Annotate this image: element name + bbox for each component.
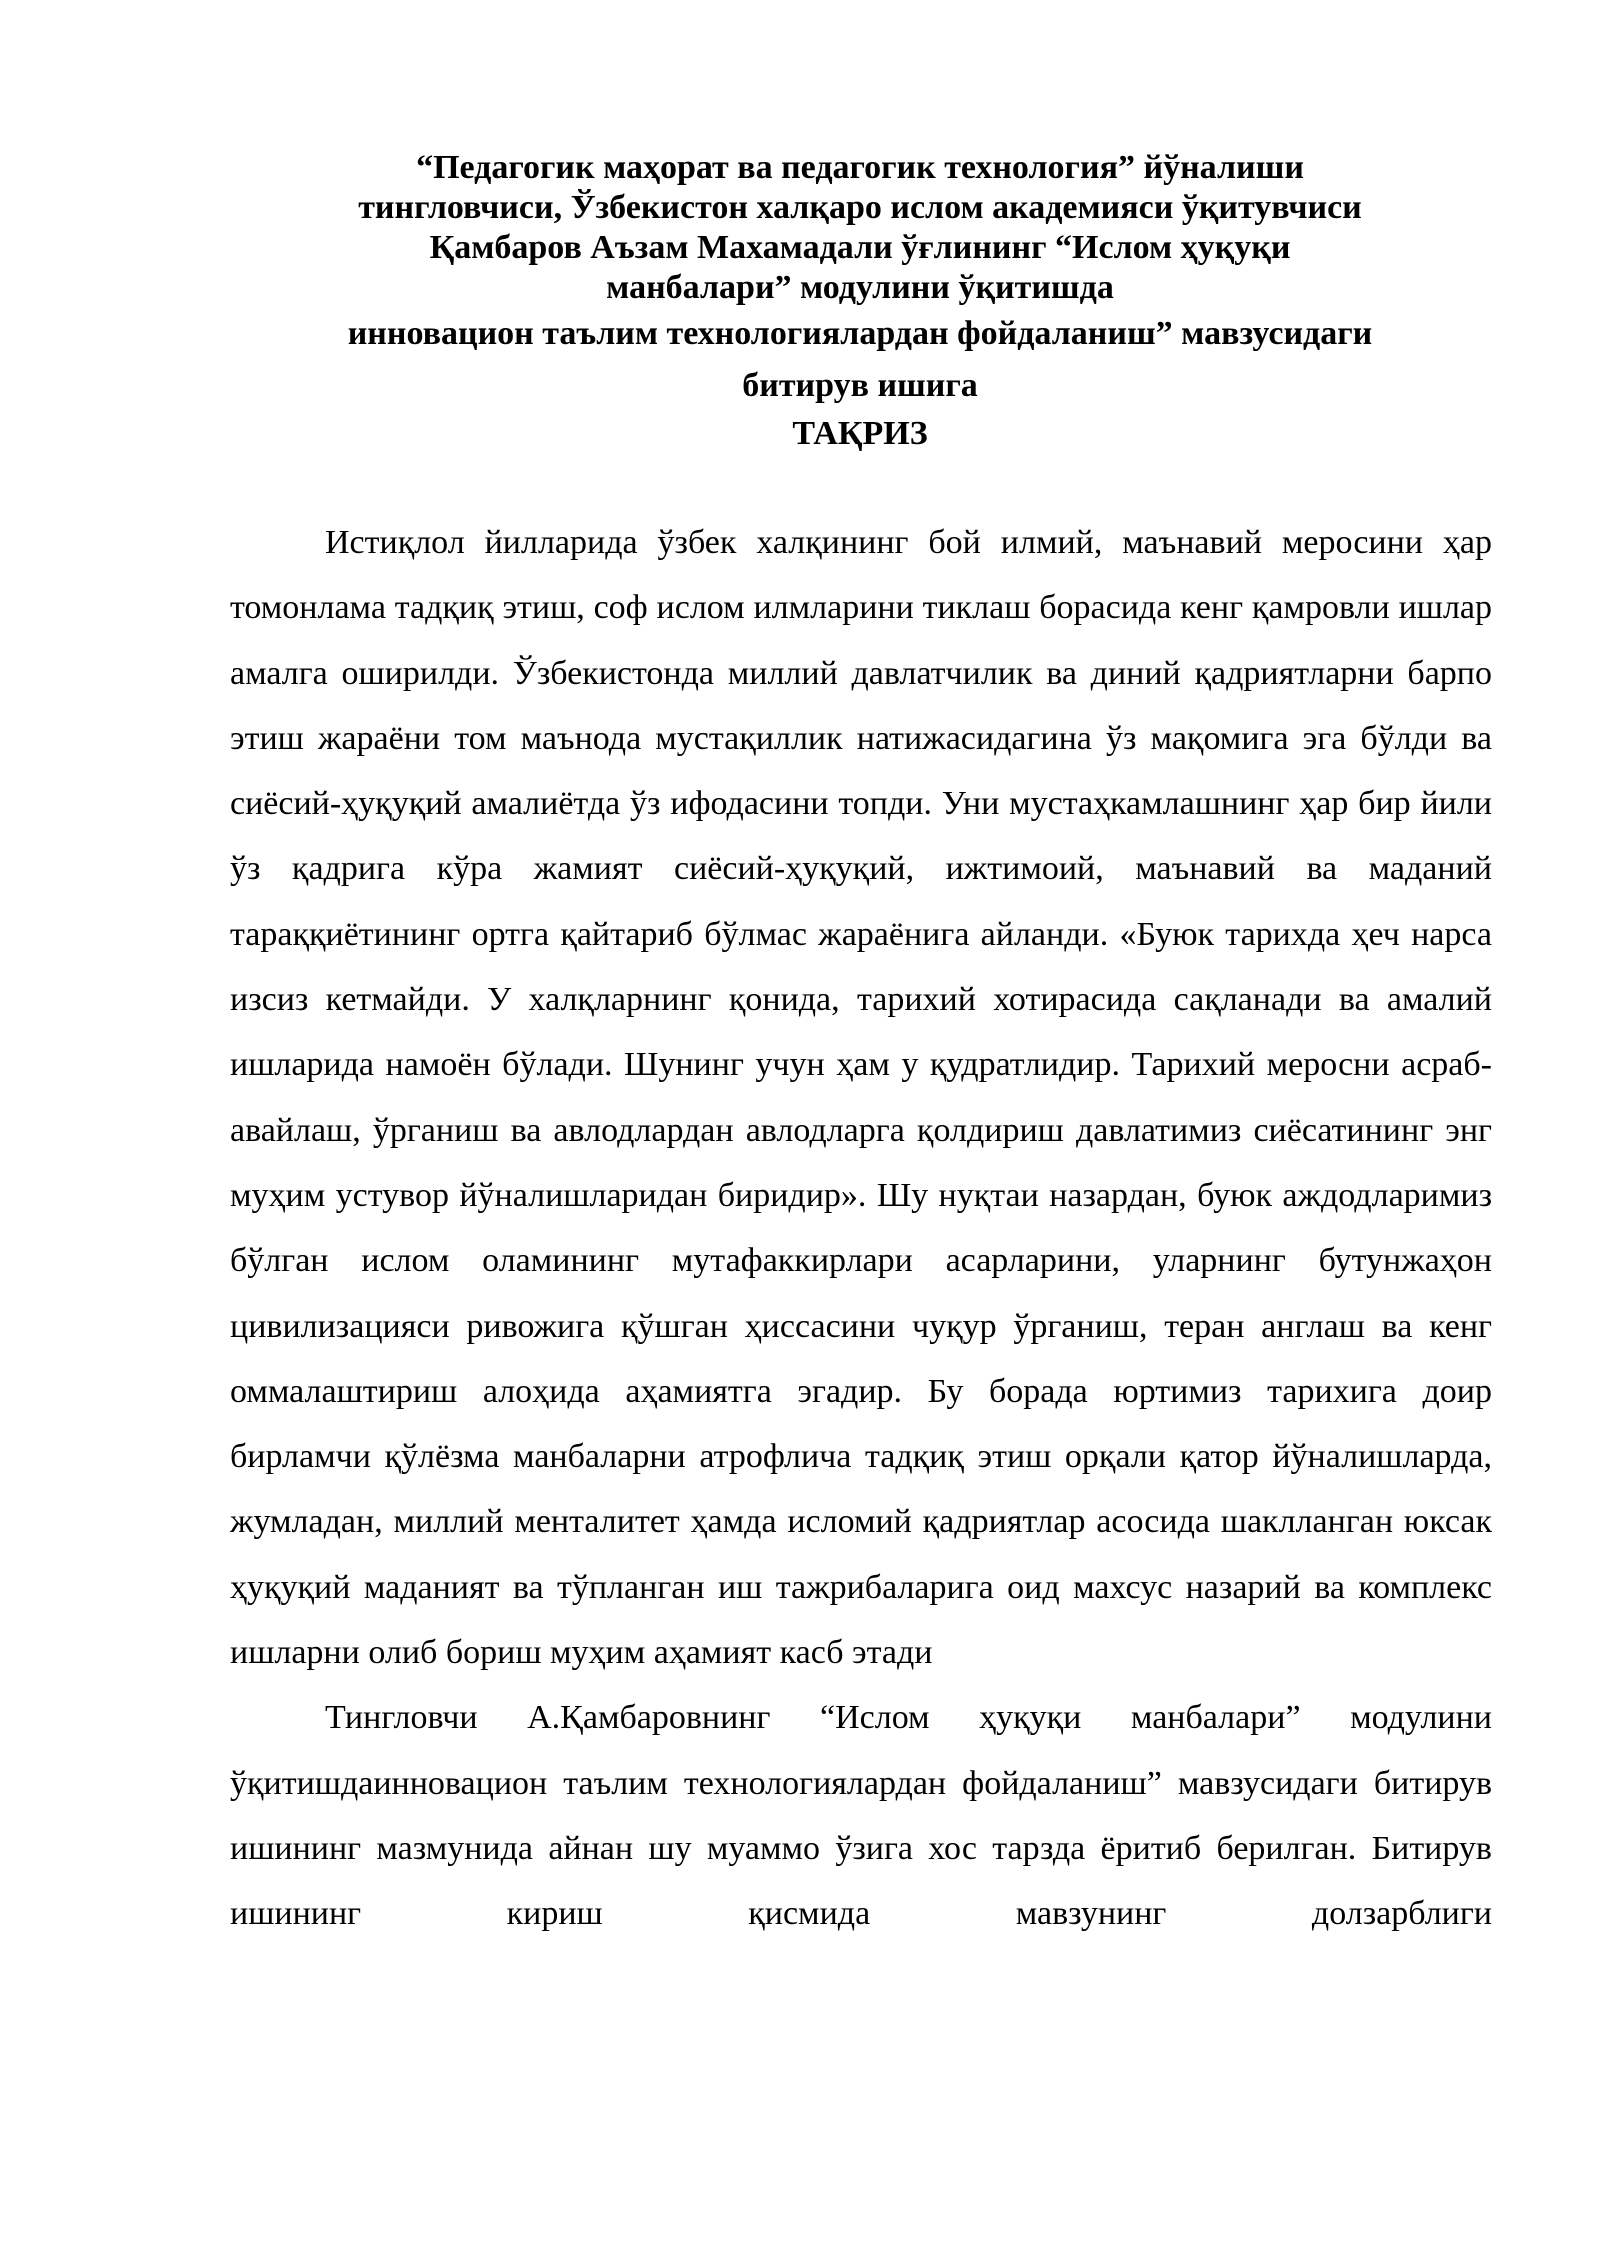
body-paragraph: Истиқлол йилларида ўзбек халқининг бой илмий, маънавий меросини ҳар томонлама тадқиқ этиш, соф ислом илмларини тиклаш борасида кенг қамровли ишлар амалга оширилди. Ўзбекистонда миллий давлатчилик ва диний қадриятларни барпо этиш жараёни том маънода мустақиллик натижасидагина ўз мақомига эга бўлди ва сиёсий-ҳуқуқий амалиётда ўз ифодасини топди. Уни мустаҳкамлашнинг ҳар бир йили ўз қадрига кўра жамият сиёсий-ҳуқуқий, ижтимоий, маънавий ва маданий тараққиётининг ортга қайтариб бўлмас жараёнига айланди. «Буюк тарихда ҳеч нарса изсиз кетмайди. У халқларнинг қонида, тарихий хотирасида сақланади ва амалий ишларида намоён бўлади. Шунинг учун ҳам у қудратлидир. Тарихий меросни асраб-авайлаш, ўрганиш ва авлодлардан авлодларга қолдириш давлатимиз сиёсатининг энг муҳим устувор йўналишларидан биридир». Шу нуқтаи назардан, буюк аждодларимиз бўлган ислом оламининг мутафаккирлари асарларини, уларнинг бутунжаҳон цивилизацияси ривожига қўшган ҳиссасини чуқур ўрганиш, теран англаш ва кенг оммалаштириш алоҳида аҳамиятга эгадир. Бу борада юртимиз тарихига доир бирламчи қўлёзма манбаларни атрофлича тадқиқ этиш орқали қатор йўналишларда, жумладан, миллий менталитет ҳамда исломий қадриятлар асосида шаклланган юксак ҳуқуқий маданият ва тўпланган иш тажрибаларига оид махсус назарий ва комплекс ишларни олиб бориш муҳим аҳамият касб этади [230, 524, 1492, 1672]
heading-line: тингловчиси, Ўзбекистон халқаро ислом академияси ўқитувчиси [358, 189, 1362, 226]
heading-line: Қамбаров Аъзам Махамадали ўғлининг “Ислом ҳуқуқи [429, 229, 1291, 266]
heading-line: “Педагогик маҳорат ва педагогик технология” йўналиши [416, 149, 1304, 186]
document-title: ТАҚРИЗ [792, 415, 928, 452]
heading-line: инновацион таълим технологиялардан фойдаланиш” мавзусидаги [347, 315, 1373, 352]
document-heading [230, 148, 1490, 454]
document-body [230, 510, 1492, 1947]
heading-line: битирув ишига [742, 367, 978, 404]
heading-line: манбалари” модулини ўқитишда [606, 269, 1114, 306]
body-paragraph: Тингловчи А.Қамбаровнинг “Ислом ҳуқуқи манбалари” модулини ўқитишдаинновацион таълим технологиялардан фойдаланиш” мавзусидаги битирув ишининг мазмунида айнан шу муаммо ўзига хос тарзда ёритиб берилган. Битирув ишининг кириш қисмида мавзунинг долзарблиги [230, 1699, 1492, 1933]
